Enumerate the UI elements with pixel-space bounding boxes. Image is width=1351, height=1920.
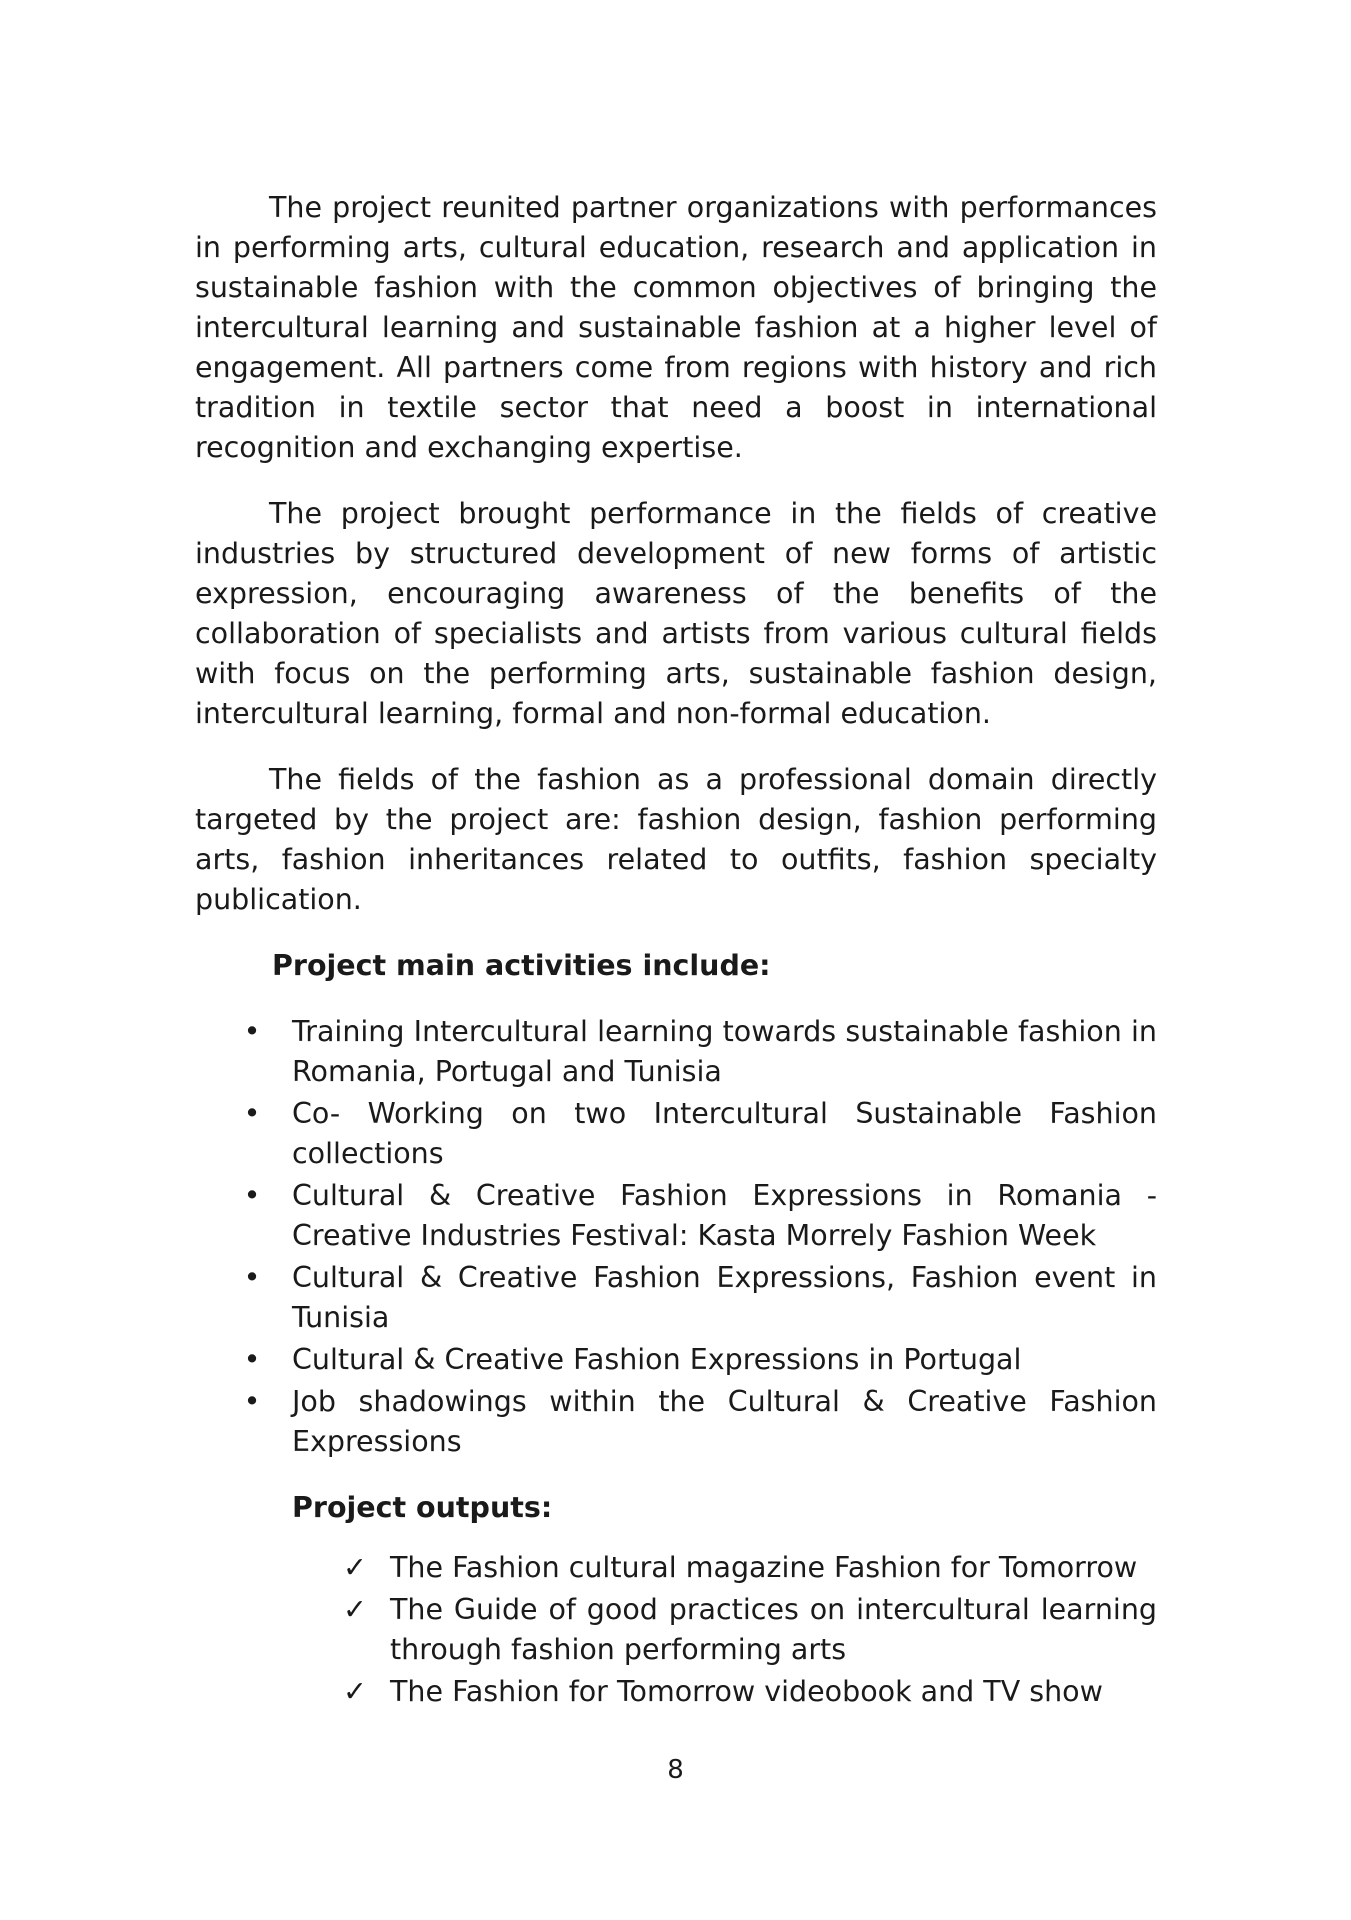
checkmark-icon: ✓ xyxy=(343,1675,367,1708)
document-page xyxy=(195,188,1157,1714)
list-item xyxy=(243,1094,1157,1174)
list-item-text: Cultural & Creative Fashion Expressions in Romania - Creative Industries Festival: Kasta Morrely Fashion Week xyxy=(292,1179,1157,1252)
list-item-text: Cultural & Creative Fashion Expressions, Fashion event in Tunisia xyxy=(292,1261,1157,1334)
list-item xyxy=(243,1382,1157,1462)
list-item xyxy=(243,1012,1157,1092)
activities-list xyxy=(195,1012,1157,1462)
outputs-list xyxy=(195,1548,1157,1712)
bullet-icon: • xyxy=(243,1015,261,1048)
list-item-text: Cultural & Creative Fashion Expressions in Portugal xyxy=(292,1343,1022,1376)
list-item-text: The Fashion cultural magazine Fashion for Tomorrow xyxy=(390,1551,1138,1584)
list-item-text: Co- Working on two Intercultural Sustainable Fashion collections xyxy=(292,1097,1157,1170)
paragraph-partners: The project reunited partner organizations with performances in performing arts, cultural education, research and application in sustainable fashion with the common objectives of bringing the intercultural learning and sustainable fashion at a higher level of engagement. All partners come from regions with history and rich tradition in textile sector that need a boost in international recognition and exchanging expertise. xyxy=(195,191,1157,464)
outputs-heading: Project outputs: xyxy=(292,1491,553,1524)
list-item-text: The Guide of good practices on intercultural learning through fashion performing arts xyxy=(390,1593,1157,1666)
checkmark-icon: ✓ xyxy=(343,1551,367,1584)
paragraph-fields: The fields of the fashion as a professional domain directly targeted by the project are: fashion design, fashion performing arts, fashion inheritances related to outfits, fashion specialty publication. xyxy=(195,763,1157,916)
paragraph-performance: The project brought performance in the fields of creative industries by structured development of new forms of artistic expression, encouraging awareness of the benefits of the collaboration of specialists and artists from various cultural fields with focus on the performing arts, sustainable fashion design, intercultural learning, formal and non-formal education. xyxy=(195,497,1157,730)
list-item-text: The Fashion for Tomorrow videobook and TV show xyxy=(390,1675,1103,1708)
page-number: 8 xyxy=(667,1755,684,1785)
list-item xyxy=(343,1590,1157,1670)
activities-heading: Project main activities include: xyxy=(272,949,771,982)
bullet-icon: • xyxy=(243,1343,261,1376)
list-item-text: Job shadowings within the Cultural & Creative Fashion Expressions xyxy=(292,1385,1157,1458)
list-item xyxy=(243,1176,1157,1256)
list-item xyxy=(343,1548,1157,1588)
list-item xyxy=(343,1672,1157,1712)
bullet-icon: • xyxy=(243,1097,261,1130)
bullet-icon: • xyxy=(243,1385,261,1418)
list-item xyxy=(243,1340,1157,1380)
bullet-icon: • xyxy=(243,1261,261,1294)
checkmark-icon: ✓ xyxy=(343,1593,367,1626)
bullet-icon: • xyxy=(243,1179,261,1212)
list-item xyxy=(243,1258,1157,1338)
list-item-text: Training Intercultural learning towards sustainable fashion in Romania, Portugal and Tunisia xyxy=(292,1015,1157,1088)
